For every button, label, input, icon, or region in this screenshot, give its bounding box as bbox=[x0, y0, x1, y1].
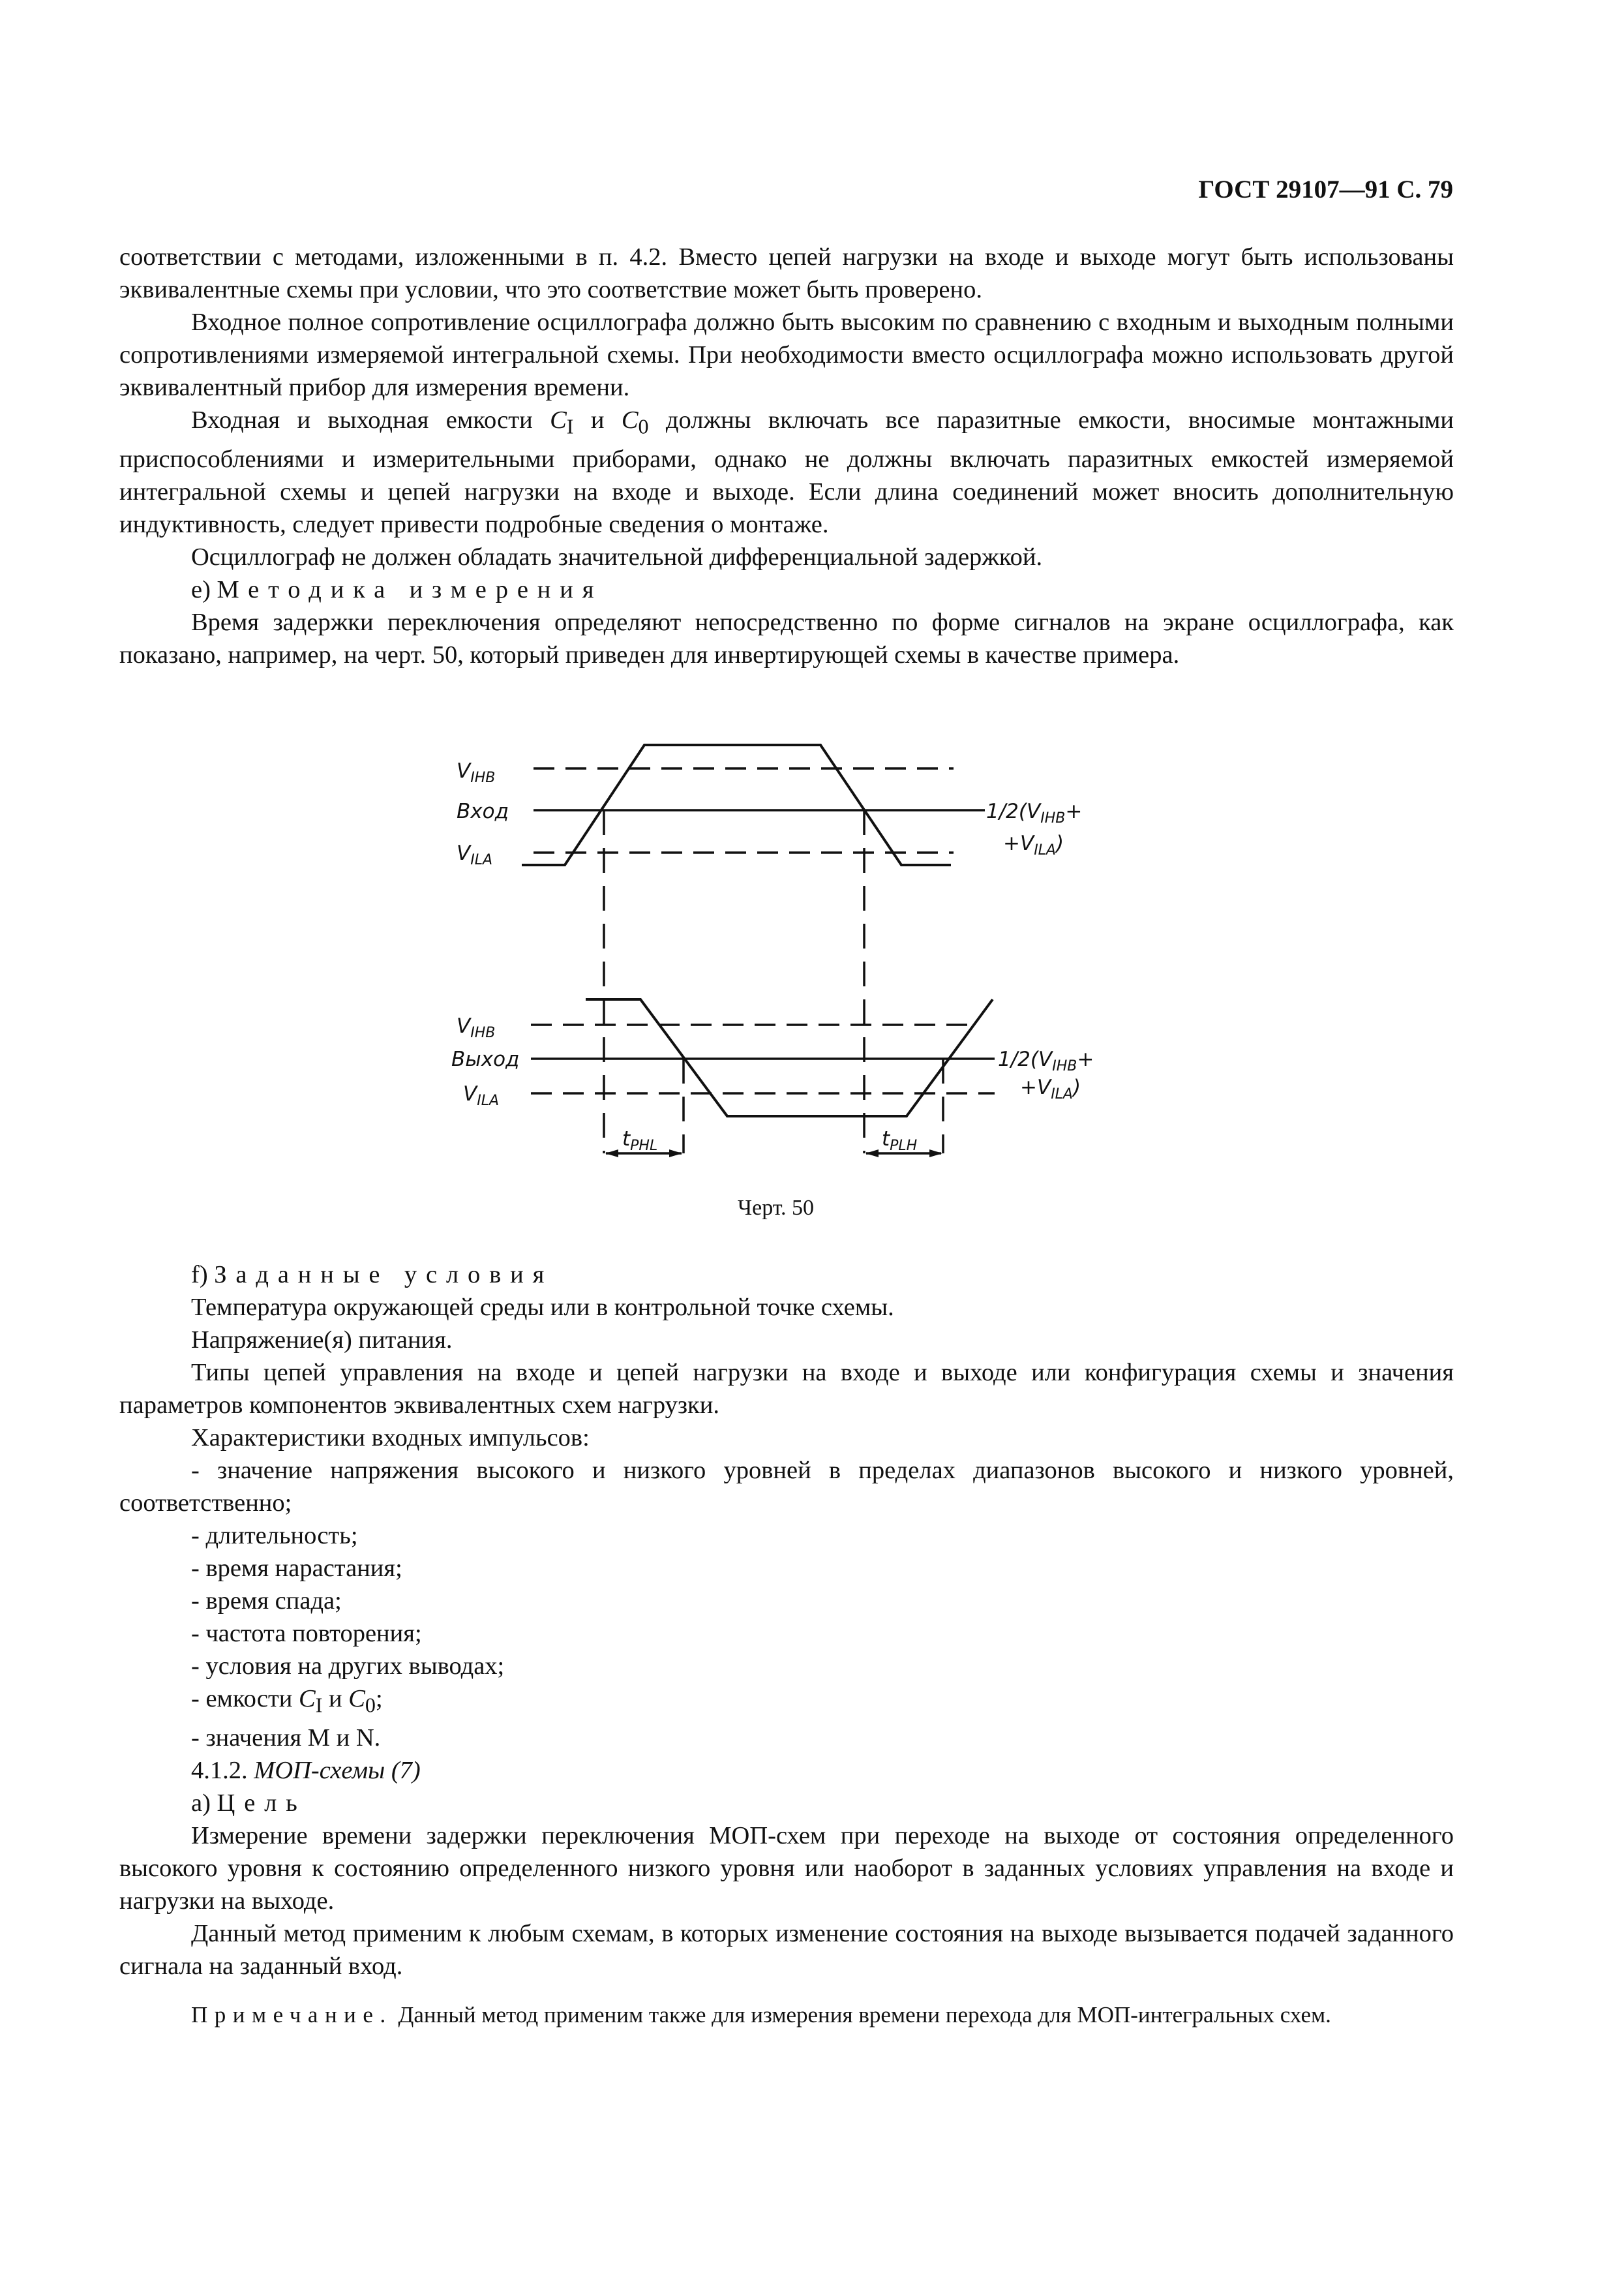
output-vila-label: $V_{ILA}$ bbox=[463, 1082, 500, 1109]
c-0-subscript: 0 bbox=[638, 414, 649, 438]
bullet-voltage-levels: - значение напряжения высокого и низкого уровней в пределах диапазонов высокого и низкого уровней, соответственно; bbox=[119, 1457, 1454, 1517]
input-midpoint-label-bottom: $+V_{ILA}$) bbox=[1003, 832, 1064, 858]
bullet-capacitances-start: - емкости bbox=[191, 1685, 299, 1712]
input-midpoint-label-top: $1/2(V_{IHB}+$ bbox=[986, 800, 1083, 827]
note-text: Данный метод применим также для измерения времени перехода для МОП-интегральных схем. bbox=[392, 2001, 1331, 2027]
section-4-1-2-heading bbox=[119, 1754, 1454, 1787]
input-waveform bbox=[522, 745, 951, 865]
bullet-fall-time: - время спада; bbox=[191, 1587, 342, 1615]
tplh-label: $t_{PLH}$ bbox=[882, 1127, 918, 1154]
c-i-symbol: C bbox=[550, 406, 567, 434]
and-word-2: и bbox=[322, 1685, 349, 1712]
condition-temperature: Температура окружающей среды или в контрольной точке схемы. bbox=[191, 1294, 894, 1321]
section-e-label: е) bbox=[191, 575, 217, 603]
c-i-symbol-2: C bbox=[299, 1685, 316, 1712]
paragraph-3-start: Входная и выходная емкости bbox=[191, 406, 550, 434]
condition-voltage: Напряжение(я) питания. bbox=[191, 1326, 453, 1354]
output-midpoint-label-bottom: $+V_{ILA}$) bbox=[1020, 1076, 1081, 1102]
bullet-rise-time: - время нарастания; bbox=[191, 1555, 402, 1582]
bullet-m-n: - значения М и N. bbox=[191, 1724, 381, 1752]
input-vihb-label: $V_{IHB}$ bbox=[457, 759, 496, 786]
bullet-frequency: - частота повторения; bbox=[191, 1620, 422, 1647]
c-0-subscript-2: 0 bbox=[365, 1693, 376, 1717]
bullet-capacitances bbox=[119, 1682, 1454, 1722]
paragraph-3-end: должны включать все паразитные емкости, вносимые монтажными приспособлениями и измерительными приборами, однако не должны включать паразитных емкостей измеряемой интегральной схемы и цепей нагрузки на входе и выходе. Если длина соединений может вносить дополнительную индуктивность, следует привести подробные сведения о монтаже. bbox=[119, 406, 1454, 538]
c-i-subscript-2: I bbox=[315, 1693, 323, 1717]
bullet-duration: - длительность; bbox=[191, 1522, 358, 1549]
section-a-title: Цель bbox=[217, 1789, 307, 1817]
section-title: МОП-схемы (7) bbox=[254, 1756, 421, 1784]
paragraph-2: Входное полное сопротивление осциллографа должно быть высоким по сравнению с входным и выходным полными сопротивлениями измеряемой интегральной схемы. При необходимости вместо осциллографа можно использовать другой эквивалентный прибор для измерения времени. bbox=[119, 309, 1454, 401]
figure-caption: Черт. 50 bbox=[738, 1196, 815, 1220]
note bbox=[119, 2001, 1454, 2029]
output-vihb-label: $V_{IHB}$ bbox=[457, 1014, 496, 1041]
output-midpoint-label-top: $1/2(V_{IHB}+$ bbox=[998, 1048, 1094, 1074]
tphl-label: $t_{PHL}$ bbox=[622, 1127, 658, 1154]
section-a-label: а) bbox=[191, 1789, 217, 1817]
input-vila-label: $V_{ILA}$ bbox=[457, 842, 493, 868]
c-i-subscript: I bbox=[566, 414, 574, 438]
and-word: и bbox=[573, 406, 622, 434]
tphl-arrowhead-right bbox=[669, 1149, 682, 1157]
paragraph-7: Данный метод применим к любым схемам, в которых изменение состояния на выходе вызывается подачей заданного сигнала на заданный вход. bbox=[119, 1919, 1454, 1980]
input-label: Вход bbox=[457, 800, 509, 823]
condition-pulses: Характеристики входных импульсов: bbox=[191, 1424, 590, 1451]
page-header: ГОСТ 29107—91 С. 79 bbox=[1198, 175, 1453, 204]
paragraph-6: Измерение времени задержки переключения МОП-схем при переходе на выходе от состояния определенного высокого уровня к состоянию определенного низкого уровня или наоборот в заданных условиях управления на входе и нагрузки на выходе. bbox=[119, 1821, 1454, 1915]
bullet-other-pins: - условия на других выводах; bbox=[191, 1652, 505, 1680]
bullet-capacitances-end: ; bbox=[375, 1685, 383, 1712]
section-number: 4.1.2. bbox=[191, 1756, 254, 1784]
tphl-arrowhead-left bbox=[605, 1149, 618, 1157]
section-f-label: f) bbox=[191, 1261, 215, 1288]
paragraph-5: Время задержки переключения определяют непосредственно по форме сигналов на экране осциллографа, как показано, например, на черт. 50, который приведен для инвертирующей схемы в качестве примера. bbox=[119, 608, 1454, 669]
c-0-symbol-2: C bbox=[348, 1685, 365, 1712]
tplh-arrowhead-left bbox=[865, 1149, 879, 1157]
paragraph-1: соответствии с методами, изложенными в п. 4.2. Вместо цепей нагрузки на входе и выходе могут быть использованы эквивалентные схемы при условии, что это соответствие может быть проверено. bbox=[119, 243, 1454, 303]
condition-circuits: Типы цепей управления на входе и цепей нагрузки на входе и выходе или конфигурация схемы и значения параметров компонентов эквивалентных схем нагрузки. bbox=[119, 1359, 1454, 1419]
note-label: Примечание. bbox=[191, 2001, 393, 2027]
c-0-symbol: C bbox=[621, 406, 639, 434]
section-f-title: Заданные условия bbox=[214, 1261, 554, 1288]
section-f-heading bbox=[119, 1258, 1454, 1291]
section-a-heading bbox=[119, 1787, 1454, 1819]
section-e-title: Методика измерения bbox=[217, 575, 603, 603]
paragraph-4: Осциллограф не должен обладать значительной дифференциальной задержкой. bbox=[191, 543, 1043, 571]
body-text-bottom bbox=[119, 1258, 1454, 2029]
output-label: Выход bbox=[451, 1048, 520, 1071]
tplh-arrowhead-right bbox=[929, 1149, 942, 1157]
